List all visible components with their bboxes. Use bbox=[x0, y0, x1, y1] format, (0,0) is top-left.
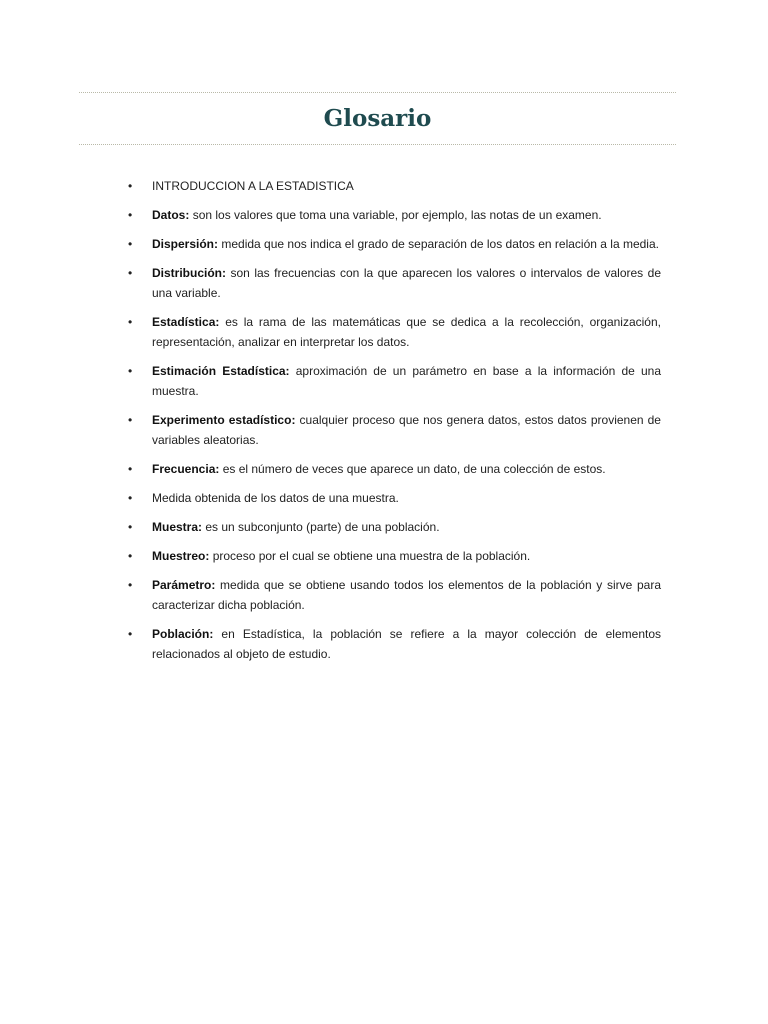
glossary-entry bbox=[128, 205, 661, 225]
glossary-entry bbox=[128, 176, 661, 196]
glossary-term: Distribución: bbox=[152, 266, 226, 280]
glossary-definition: INTRODUCCION A LA ESTADISTICA bbox=[152, 179, 354, 193]
glossary-term: Estadística: bbox=[152, 315, 220, 329]
glossary-entry bbox=[128, 234, 661, 254]
glossary-definition: cualquier proceso que nos genera datos, estos datos provienen de variables aleatorias. bbox=[152, 413, 661, 447]
glossary-list bbox=[128, 176, 661, 673]
glossary-term: Muestreo: bbox=[152, 549, 210, 563]
bullet-icon: • bbox=[128, 315, 133, 329]
glossary-definition: son los valores que toma una variable, por ejemplo, las notas de un examen. bbox=[192, 208, 602, 222]
bullet-icon: • bbox=[128, 266, 133, 280]
bullet-icon: • bbox=[128, 549, 133, 563]
glossary-entry bbox=[128, 263, 661, 303]
glossary-term: Datos: bbox=[152, 208, 190, 222]
bullet-icon: • bbox=[128, 179, 133, 193]
glossary-term: Experimento estadístico: bbox=[152, 413, 296, 427]
glossary-entry bbox=[128, 312, 661, 352]
glossary-term: Parámetro: bbox=[152, 578, 216, 592]
glossary-entry bbox=[128, 624, 661, 664]
glossary-entry bbox=[128, 361, 661, 401]
glossary-definition: es un subconjunto (parte) de una población. bbox=[205, 520, 440, 534]
glossary-entry bbox=[128, 410, 661, 450]
glossary-term: Muestra: bbox=[152, 520, 203, 534]
bullet-icon: • bbox=[128, 578, 133, 592]
glossary-definition: medida que se obtiene usando todos los elementos de la población y sirve para caracterizar dicha población. bbox=[152, 578, 661, 612]
top-divider bbox=[79, 92, 676, 93]
glossary-definition: es el número de veces que aparece un dato, de una colección de estos. bbox=[222, 462, 606, 476]
glossary-term: Dispersión: bbox=[152, 237, 219, 251]
glossary-term: Frecuencia: bbox=[152, 462, 220, 476]
glossary-definition: aproximación de un parámetro en base a la información de una muestra. bbox=[152, 364, 662, 398]
bullet-icon: • bbox=[128, 208, 133, 222]
bullet-icon: • bbox=[128, 462, 133, 476]
bullet-icon: • bbox=[128, 413, 133, 427]
page-title: Glosario bbox=[323, 105, 432, 132]
glossary-entry bbox=[128, 517, 661, 537]
glossary-entry bbox=[128, 546, 661, 566]
glossary-term: Estimación Estadística: bbox=[152, 364, 290, 378]
glossary-definition: proceso por el cual se obtiene una muestra de la población. bbox=[212, 549, 531, 563]
bullet-icon: • bbox=[128, 627, 133, 641]
glossary-definition: son las frecuencias con la que aparecen los valores o intervalos de valores de una variable. bbox=[152, 266, 661, 300]
glossary-definition: medida que nos indica el grado de separación de los datos en relación a la media. bbox=[221, 237, 659, 251]
glossary-entry bbox=[128, 459, 661, 479]
bullet-icon: • bbox=[128, 520, 133, 534]
bullet-icon: • bbox=[128, 364, 133, 378]
glossary-term: Población: bbox=[152, 627, 214, 641]
glossary-entry bbox=[128, 575, 661, 615]
bottom-divider bbox=[79, 144, 676, 145]
glossary-definition: es la rama de las matemáticas que se dedica a la recolección, organización, representación, analizar en interpretar los datos. bbox=[152, 315, 661, 349]
glossary-definition: Medida obtenida de los datos de una muestra. bbox=[152, 491, 399, 505]
glossary-definition: en Estadística, la población se refiere a la mayor colección de elementos relacionados al objeto de estudio. bbox=[152, 627, 662, 661]
bullet-icon: • bbox=[128, 237, 133, 251]
bullet-icon: • bbox=[128, 491, 133, 505]
glossary-entry bbox=[128, 488, 661, 508]
